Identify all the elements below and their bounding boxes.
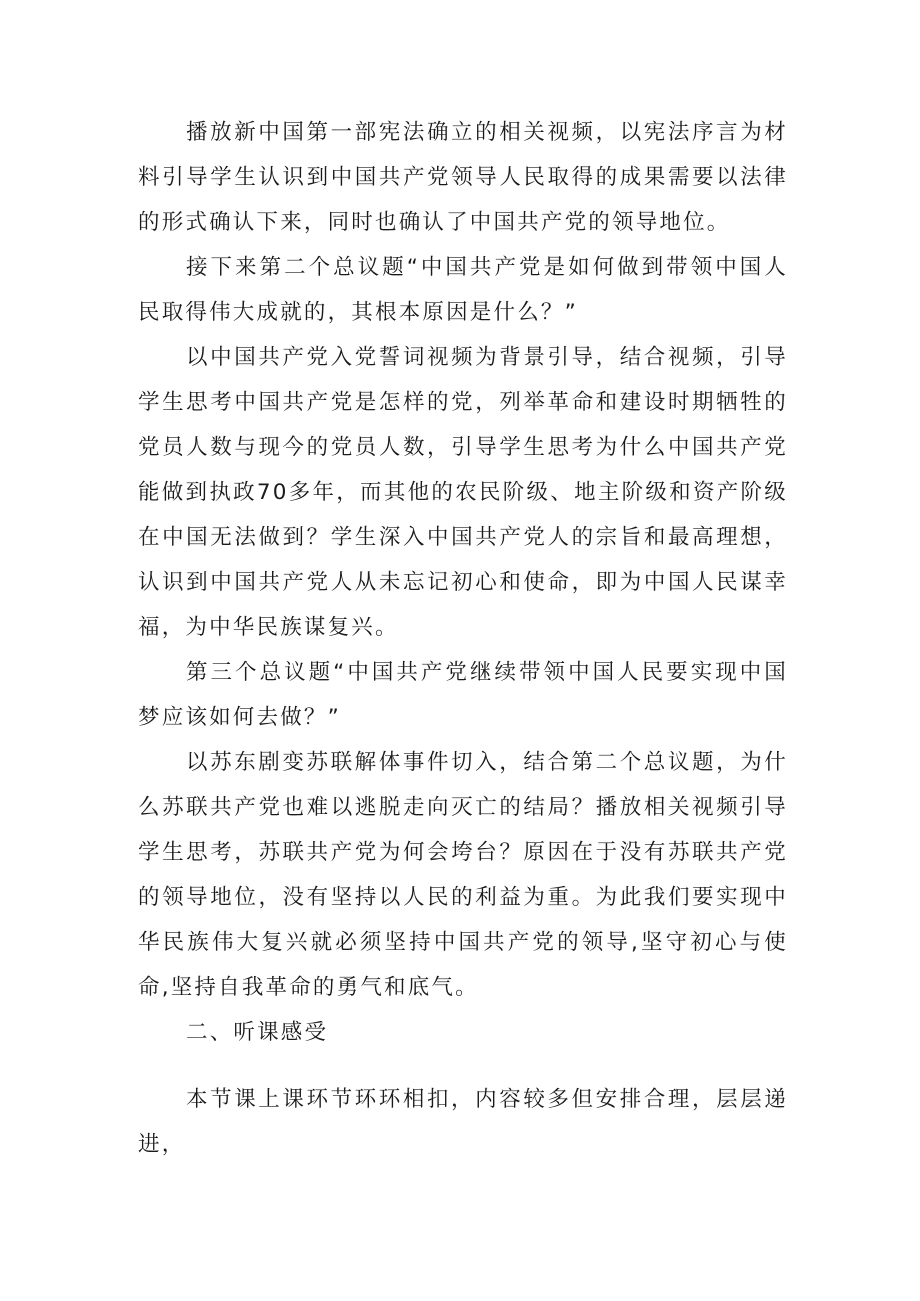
document-body bbox=[138, 110, 788, 1167]
section-heading: 二、听课感受 bbox=[186, 1020, 329, 1045]
paragraph-6: 本节课上课环节环环相扣，内容较多但安排合理，层层递进， bbox=[138, 1087, 788, 1157]
paragraph-2: 接下来第二个总议题“中国共产党是如何做到带领中国人民取得伟大成就的，其根本原因是什么？” bbox=[138, 255, 788, 325]
paragraph-5: 以苏东剧变苏联解体事件切入，结合第二个总议题，为什么苏联共产党也难以逃脱走向灭亡的结局？播放相关视频引导学生思考，苏联共产党为何会垮台？原因在于没有苏联共产党的领导地位，没有坚持以人民的利益为重。为此我们要实现中华民族伟大复兴就必须坚持中国共产党的领导,坚守初心与使命,坚持自我革命的勇气和底气。 bbox=[138, 750, 788, 1000]
paragraph-4: 第三个总议题“中国共产党继续带领中国人民要实现中国梦应该如何去做？” bbox=[138, 660, 788, 730]
paragraph-3: 以中国共产党入党誓词视频为背景引导，结合视频，引导学生思考中国共产党是怎样的党，列举革命和建设时期牺牲的党员人数与现今的党员人数，引导学生思考为什么中国共产党能做到执政70多年，而其他的农民阶级、地主阶级和资产阶级在中国无法做到？学生深入中国共产党人的宗旨和最高理想，认识到中国共产党人从未忘记初心和使命，即为中国人民谋幸福，为中华民族谋复兴。 bbox=[138, 345, 788, 640]
paragraph-1: 播放新中国第一部宪法确立的相关视频，以宪法序言为材料引导学生认识到中国共产党领导人民取得的成果需要以法律的形式确认下来，同时也确认了中国共产党的领导地位。 bbox=[138, 120, 788, 235]
